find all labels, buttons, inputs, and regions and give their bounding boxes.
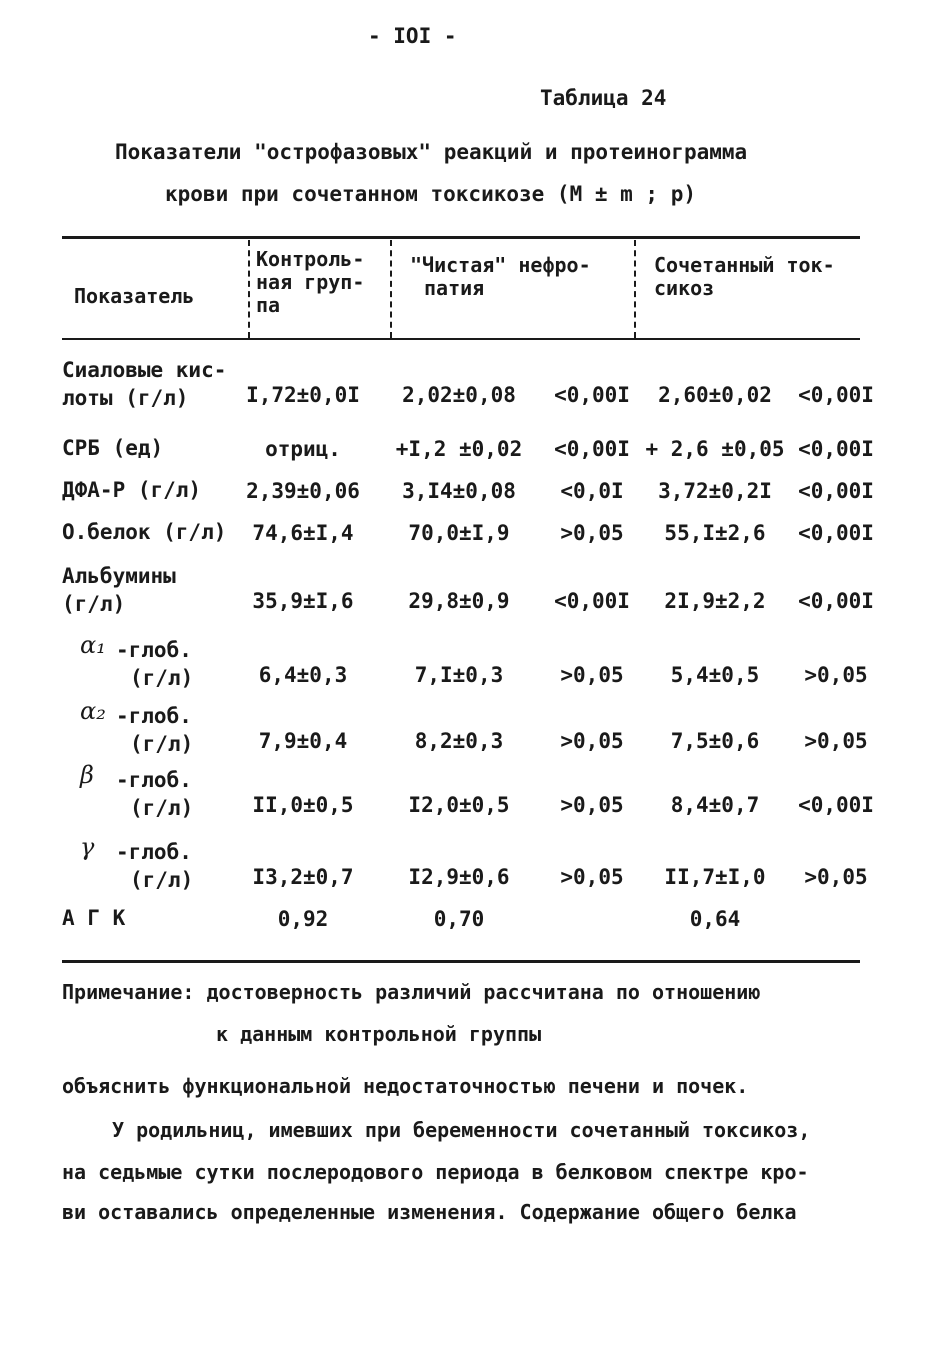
body-text-line4: ви оставались определенные изменения. Содержание общего белка <box>62 1200 797 1224</box>
row-label: А Г К <box>62 906 126 930</box>
nephropathy-value: 0,70 <box>433 907 485 931</box>
p-value-combined: <0,00I <box>798 437 874 461</box>
nephropathy-value: I2,0±0,5 <box>408 793 510 817</box>
table-title-line1: Показатели "острофазовых" реакций и протеинограмма <box>115 140 748 164</box>
body-text-line1: объяснить функциональной недостаточностью печени и почек. <box>62 1074 749 1098</box>
p-value-combined: <0,00I <box>798 589 874 613</box>
greek-symbol: β <box>80 761 94 789</box>
table-label: Таблица 24 <box>540 86 667 110</box>
combined-value: 3,72±0,2I <box>658 479 772 503</box>
control-value: II,0±0,5 <box>252 793 354 817</box>
p-value-combined: <0,00I <box>798 521 874 545</box>
control-value: 7,9±0,4 <box>258 729 348 753</box>
p-value-nephropathy: >0,05 <box>560 793 624 817</box>
nephropathy-value: 29,8±0,9 <box>408 589 510 613</box>
header-divider-2 <box>390 240 392 338</box>
row-label: -глоб. (г/л) <box>116 840 194 892</box>
body-text-line2: У родильниц, имевших при беременности сочетанный токсикоз, <box>112 1118 811 1142</box>
nephropathy-value: 8,2±0,3 <box>414 729 504 753</box>
greek-symbol: α₁ <box>80 631 106 659</box>
row-label: -глоб. (г/л) <box>116 768 194 820</box>
p-value-combined: <0,00I <box>798 479 874 503</box>
combined-value: 55,I±2,6 <box>664 521 766 545</box>
header-divider-3 <box>634 240 636 338</box>
p-value-combined: >0,05 <box>804 729 868 753</box>
row-label: -глоб. (г/л) <box>116 704 194 756</box>
nephropathy-value: 7,I±0,3 <box>414 663 504 687</box>
control-value: I3,2±0,7 <box>252 865 354 889</box>
nephropathy-value: +I,2 ±0,02 <box>395 437 523 461</box>
p-value-nephropathy: <0,00I <box>554 437 630 461</box>
row-label: ДФА-Р (г/л) <box>62 478 202 502</box>
control-value: 6,4±0,3 <box>258 663 348 687</box>
control-value: 0,92 <box>277 907 329 931</box>
p-value-nephropathy: <0,00I <box>554 589 630 613</box>
row-label: Альбумины (г/л) <box>62 564 176 616</box>
p-value-nephropathy: >0,05 <box>560 663 624 687</box>
table-note-line2: к данным контрольной группы <box>216 1022 542 1046</box>
row-label: О.белок (г/л) <box>62 520 227 544</box>
header-divider-1 <box>248 240 250 338</box>
header-combined-toxicosis: Сочетанный ток- сикоз <box>654 253 835 300</box>
p-value-nephropathy: >0,05 <box>560 729 624 753</box>
header-control-group: Контроль- ная груп- па <box>256 247 365 317</box>
combined-value: 8,4±0,7 <box>670 793 760 817</box>
body-text-line3: на седьмые сутки послеродового периода в белковом спектре кро- <box>62 1160 809 1184</box>
nephropathy-value: I2,9±0,6 <box>408 865 510 889</box>
greek-symbol: γ <box>80 833 95 861</box>
row-label: СРБ (ед) <box>62 436 164 460</box>
table-header-rule <box>62 338 860 340</box>
control-value: 74,6±I,4 <box>252 521 354 545</box>
combined-value: 5,4±0,5 <box>670 663 760 687</box>
control-value: 2,39±0,06 <box>246 479 360 503</box>
combined-value: 2I,9±2,2 <box>664 589 766 613</box>
nephropathy-value: 3,I4±0,08 <box>402 479 516 503</box>
nephropathy-value: 70,0±I,9 <box>408 521 510 545</box>
combined-value: 0,64 <box>689 907 741 931</box>
control-value: 35,9±I,6 <box>252 589 354 613</box>
p-value-nephropathy: >0,05 <box>560 521 624 545</box>
p-value-nephropathy: <0,00I <box>554 383 630 407</box>
row-label: Сиаловые кис- лоты (г/л) <box>62 358 227 410</box>
combined-value: II,7±I,0 <box>664 865 766 889</box>
row-label: -глоб. (г/л) <box>116 638 194 690</box>
header-pure-nephropathy: "Чистая" нефро- патия <box>410 253 591 300</box>
p-value-nephropathy: >0,05 <box>560 865 624 889</box>
p-value-combined: >0,05 <box>804 865 868 889</box>
combined-value: 7,5±0,6 <box>670 729 760 753</box>
control-value: I,72±0,0I <box>246 383 360 407</box>
p-value-combined: <0,00I <box>798 793 874 817</box>
table-title-line2: крови при сочетанном токсикозе (M ± m ; p) <box>165 182 697 206</box>
p-value-combined: >0,05 <box>804 663 868 687</box>
page-number: - IOI - <box>368 24 457 48</box>
header-indicator: Показатель <box>74 284 195 308</box>
table-top-rule <box>62 236 860 239</box>
table-note-line1: Примечание: достоверность различий рассчитана по отношению <box>62 980 761 1004</box>
control-value: отриц. <box>265 437 341 461</box>
table-bottom-rule <box>62 960 860 963</box>
combined-value: + 2,6 ±0,05 <box>645 437 785 461</box>
greek-symbol: α₂ <box>80 697 106 725</box>
p-value-nephropathy: <0,0I <box>560 479 624 503</box>
nephropathy-value: 2,02±0,08 <box>402 383 516 407</box>
combined-value: 2,60±0,02 <box>658 383 772 407</box>
p-value-combined: <0,00I <box>798 383 874 407</box>
